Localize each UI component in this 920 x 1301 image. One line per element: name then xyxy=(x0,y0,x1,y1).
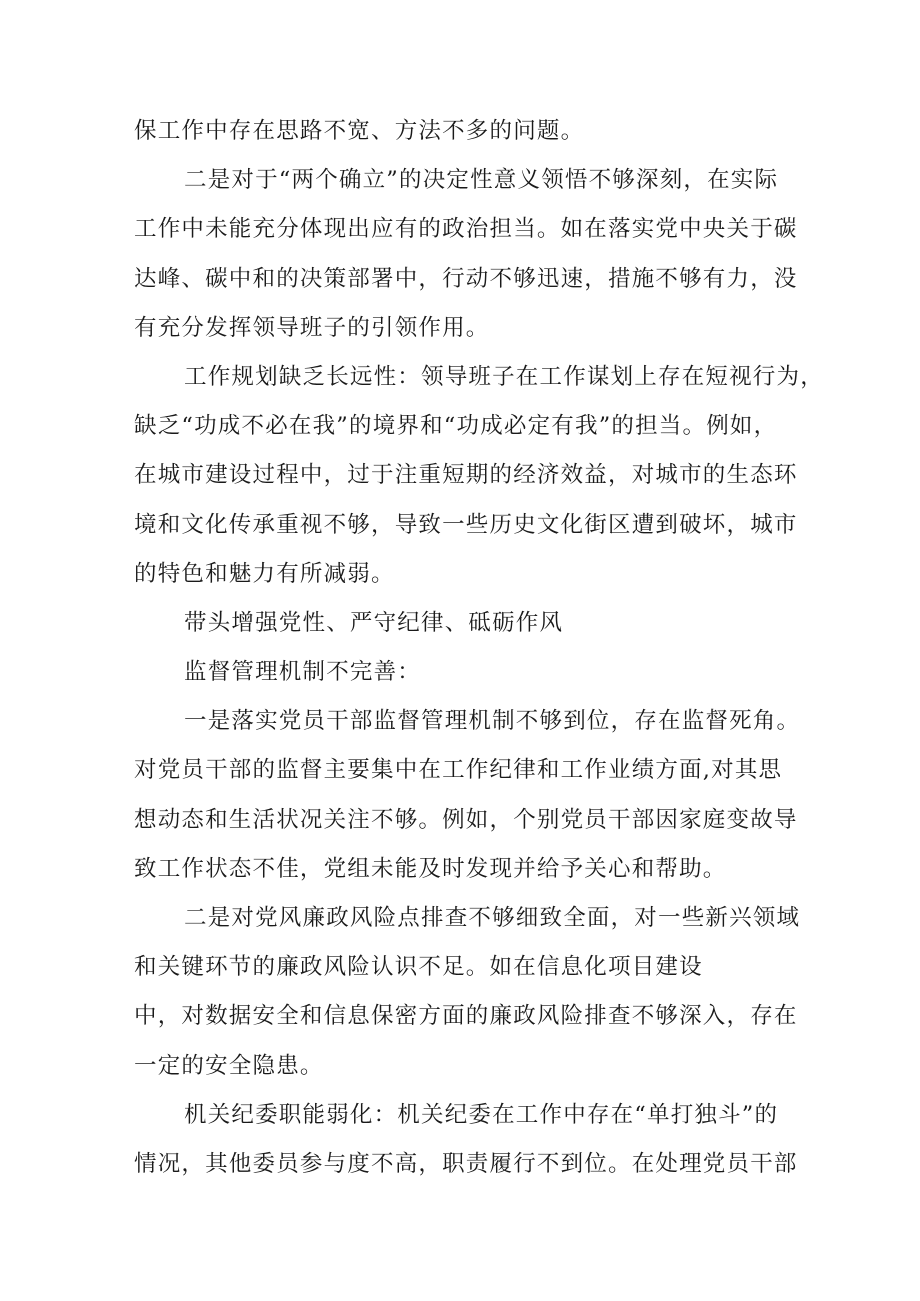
text-line: 有充分发挥领导班子的引领作用。 xyxy=(134,314,490,341)
text-line: 情况，其他委员参与度不高，职责履行不到位。在处理党员干部 xyxy=(134,1150,798,1177)
text-line: 一是落实党员干部监督管理机制不够到位，存在监督死角。 xyxy=(184,708,801,735)
text-line: 达峰、碳中和的决策部署中，行动不够迅速，措施不够有力，没 xyxy=(134,265,798,292)
text-line: 想动态和生活状况关注不够。例如，个别党员干部因家庭变故导 xyxy=(134,806,798,833)
text-line: 保工作中存在思路不宽、方法不多的问题。 xyxy=(134,118,585,144)
section-heading: 带头增强党性、严守纪律、砥砺作风 xyxy=(184,609,564,636)
text-line: 一定的安全隐患。 xyxy=(134,1052,324,1079)
subsection-heading: 监督管理机制不完善： xyxy=(184,659,422,686)
text-line: 工作规划缺乏长远性：领导班子在工作谋划上存在短视行为， xyxy=(184,363,824,390)
text-line: 境和文化传承重视不够，导致一些历史文化街区遭到破坏，城市 xyxy=(134,511,798,538)
text-line: 工作中未能充分体现出应有的政治担当。如在落实党中央关于碳 xyxy=(134,216,798,243)
text-line: 缺乏“功成不必在我”的境界和“功成必定有我”的担当。例如， xyxy=(134,413,778,440)
text-line: 二是对于“两个确立”的决定性意义领悟不够深刻，在实际 xyxy=(184,167,779,194)
text-line: 对党员干部的监督主要集中在工作纪律和工作业绩方面,对其思 xyxy=(134,757,783,784)
text-line: 的特色和魅力有所减弱。 xyxy=(134,560,395,587)
text-line: 中，对数据安全和信息保密方面的廉政风险排查不够深入，存在 xyxy=(134,1003,798,1030)
text-line: 在城市建设过程中，过于注重短期的经济效益，对城市的生态环 xyxy=(134,462,798,489)
text-line: 二是对党风廉政风险点排查不够细致全面，对一些新兴领域 xyxy=(184,905,801,931)
text-line: 和关键环节的廉政风险认识不足。如在信息化项目建设 xyxy=(134,954,703,981)
text-line: 机关纪委职能弱化：机关纪委在工作中存在“单打独斗”的 xyxy=(184,1101,779,1128)
text-line: 致工作状态不佳，党组未能及时发现并给予关心和帮助。 xyxy=(134,855,727,882)
document-body xyxy=(134,107,824,1189)
